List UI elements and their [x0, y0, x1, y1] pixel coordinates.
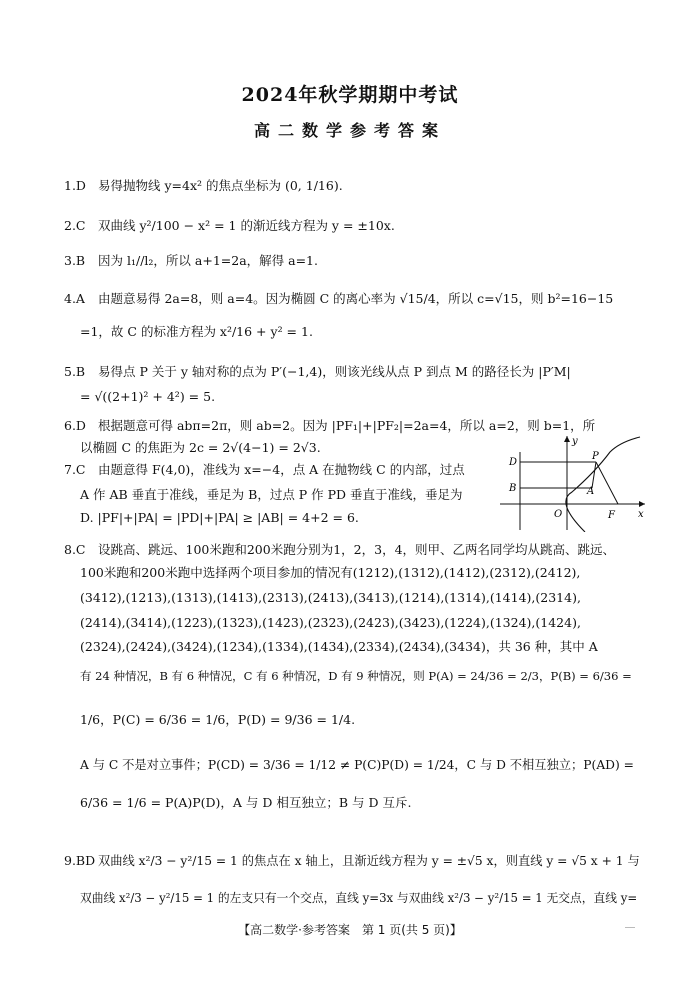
page-title: 2024年秋学期期中考试 [241, 84, 459, 106]
answer-line: A 作 AB 垂直于准线，垂足为 B，过点 P 作 PD 垂直于准线，垂足为 [80, 487, 463, 502]
label-y: y [572, 436, 578, 447]
answer-number: 8.C [64, 542, 86, 557]
label-A: A [587, 486, 595, 497]
answer-line: D. |PF|+|PA| = |PD|+|PA| ≥ |AB| = 4+2 = 6. [80, 510, 359, 525]
label-B: B [509, 483, 517, 494]
parabola-figure [500, 432, 650, 532]
answer-line: =1，故 C 的标准方程为 x²/16 + y² = 1. [80, 324, 313, 339]
label-D: D [509, 457, 518, 468]
answer-line: A 与 C 不是对立事件；P(CD) = 3/36 = 1/12 ≠ P(C)P(D) = 1/24，C 与 D 不相互独立；P(AD) = [80, 758, 634, 772]
label-x: x [638, 509, 644, 520]
answer-line: 设跳高、跳远、100米跑和200米跑分别为1，2，3，4，则甲、乙两名同学均从跳高、跳远、 [98, 542, 616, 557]
answer-line: 由题意易得 2a=8，则 a=4。因为椭圆 C 的离心率为 √15/4，所以 c=√15，则 b²=16−15 [98, 291, 614, 306]
answer-line: 6/36 = 1/6 = P(A)P(D)，A 与 D 相互独立；B 与 D 互斥. [80, 795, 412, 810]
label-F: F [608, 510, 615, 521]
answer-line: 易得点 P 关于 y 轴对称的点为 P′(−1,4)，则该光线从点 P 到点 M 的路径长为 |P′M| [98, 364, 571, 379]
answer-line: 有 24 种情况，B 有 6 种情况，C 有 6 种情况，D 有 9 种情况，则 P(A) = 24/36 = 2/3，P(B) = 6/36 = [80, 669, 632, 683]
answer-number: 7.C [64, 462, 86, 477]
answer-number: 2.C [64, 218, 86, 233]
corner-mark [625, 927, 635, 928]
answer-line: (2414),(3414),(1223),(1323),(1423),(2323),(2423),(3423),(1224),(1324),(1424), [80, 615, 581, 630]
answer-line: 以椭圆 C 的焦距为 2c = 2√(4−1) = 2√3. [80, 440, 321, 455]
page-subtitle: 高二数学参考答案 [253, 121, 446, 140]
answer-line: 双曲线 y²/100 − x² = 1 的渐近线方程为 y = ±10x. [98, 218, 395, 233]
answer-line: (3412),(1213),(1313),(1413),(2313),(2413),(3413),(1214),(1314),(1414),(2314), [80, 590, 581, 605]
answer-number: 3.B [64, 253, 86, 268]
answer-line: 1/6，P(C) = 6/36 = 1/6，P(D) = 9/36 = 1/4. [80, 712, 356, 727]
answer-line: 双曲线 x²/3 − y²/15 = 1 的左支只有一个交点，直线 y=3x 与双曲线 x²/3 − y²/15 = 1 无交点，直线 y= [80, 891, 638, 905]
answer-line: 双曲线 x²/3 − y²/15 = 1 的焦点在 x 轴上，且渐近线方程为 y = ±√5 x，则直线 y = √5 x + 1 与 [98, 854, 640, 868]
label-O: O [554, 509, 563, 520]
answer-line: = √((2+1)² + 4²) = 5. [80, 389, 216, 404]
answer-line: (2324),(2424),(3424),(1234),(1334),(1434),(2334),(2434),(3434)，共 36 种，其中 A [80, 639, 598, 654]
page-footer: 【高二数学·参考答案 第 1 页(共 5 页)】 [238, 923, 462, 937]
answer-number: 4.A [64, 291, 85, 306]
answer-number: 5.B [64, 364, 86, 379]
answer-number: 6.D [64, 418, 86, 433]
answer-line: 根据题意可得 abπ=2π，则 ab=2。因为 |PF₁|+|PF₂|=2a=4，所以 a=2，则 b=1，所 [98, 418, 596, 433]
answer-line: 易得抛物线 y=4x² 的焦点坐标为 (0, 1/16). [98, 178, 343, 193]
answer-line: 因为 l₁//l₂，所以 a+1=2a，解得 a=1. [98, 253, 318, 268]
answer-number: 1.D [64, 178, 86, 193]
label-P: P [592, 451, 599, 462]
answer-line: 100米跑和200米跑中选择两个项目参加的情况有(1212),(1312),(1412),(2312),(2412), [80, 565, 581, 580]
answer-number: 9.BD [64, 853, 96, 868]
answer-line: 由题意得 F(4,0)，准线为 x=−4，点 A 在抛物线 C 的内部，过点 [98, 462, 465, 477]
